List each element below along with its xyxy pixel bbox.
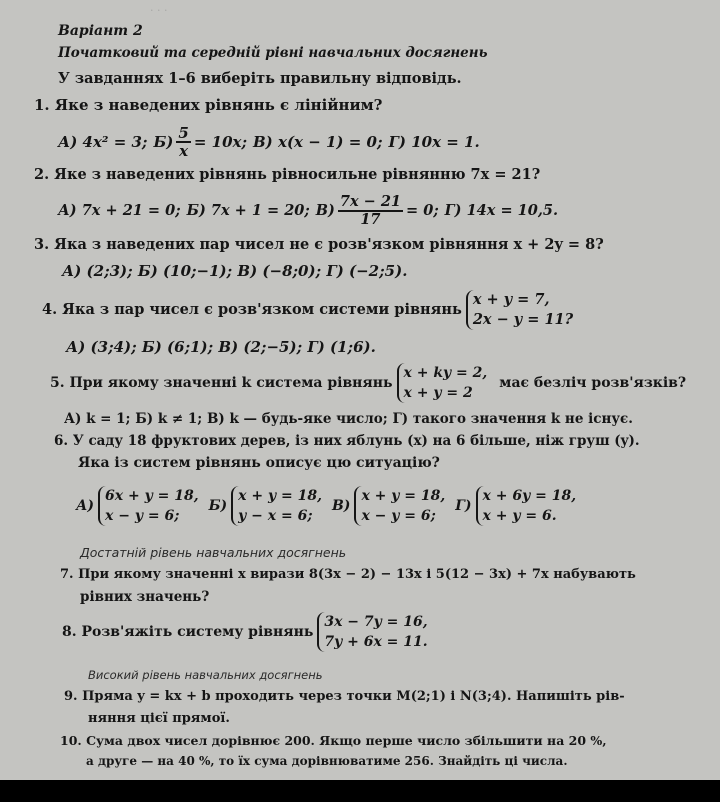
q8-equation-2: 7y + 6x = 11.: [324, 634, 428, 650]
question-5-text: 5. При якому значенні k система рівнянь: [50, 375, 393, 391]
q6-option-b-label: Б): [208, 498, 228, 514]
question-4: [42, 286, 577, 334]
q2-option-b: Б) 7x + 1 = 20;: [186, 202, 310, 219]
question-6: 6. У саду 18 фруктових дерев, із них яблунь (x) на 6 більше, ніж груш (y).: [54, 433, 640, 449]
q4-system: [466, 290, 573, 330]
q2-option-c-tail: = 0;: [406, 202, 439, 219]
q1-option-c: В) x(x − 1) = 0;: [253, 133, 383, 151]
question-5-options: А) k = 1; Б) k ≠ 1; В) k — будь-яке число; Г) такого значення k не існує.: [64, 411, 633, 427]
question-4-text: 4. Яка з пар чисел є розв'язком системи рівнянь: [42, 301, 462, 318]
variant-title: Варіант 2: [58, 23, 143, 39]
q6-option-b-system: [231, 486, 322, 526]
question-2-options: [58, 188, 564, 234]
question-3-options: А) (2;3); Б) (10;−1); В) (−8;0); Г) (−2;5).: [62, 262, 408, 280]
q2-option-d: Г) 14x = 10,5.: [444, 202, 559, 219]
q1-option-b-label: Б): [153, 133, 174, 151]
q6-option-d-eq-2: x + y = 6.: [482, 508, 557, 524]
q4-equation-1: x + y = 7,: [472, 291, 550, 308]
question-8-text: 8. Розв'яжіть систему рівнянь: [62, 624, 314, 640]
question-6-line-2: Яка із систем рівнянь описує цю ситуацію?: [78, 455, 440, 471]
question-3: 3. Яка з наведених пар чисел не є розв'язком рівняння x + 2y = 8?: [34, 236, 604, 253]
q8-system: [317, 612, 427, 652]
q8-equation-1: 3x − 7y = 16,: [324, 614, 428, 630]
q6-option-c: [332, 486, 449, 526]
photo-dark-border: [0, 780, 720, 802]
q2-option-a: А) 7x + 21 = 0;: [58, 202, 181, 219]
level-heading-initial: Початковий та середній рівні навчальних досягнень: [58, 45, 488, 61]
question-5: [50, 360, 686, 406]
question-1-options: [58, 120, 486, 164]
question-10-line-2: а друге — на 40 %, то їх сума дорівнюватиме 256. Знайдіть ці числа.: [86, 754, 568, 768]
q2-fraction-denominator: 17: [360, 211, 381, 228]
q6-option-c-eq-1: x + y = 18,: [361, 488, 446, 504]
q6-option-a-system: [98, 486, 199, 526]
instruction-text: У завданнях 1–6 виберіть правильну відповідь.: [58, 70, 462, 87]
q6-option-d: [455, 486, 580, 526]
q2-fraction-numerator: 7x − 21: [339, 193, 402, 210]
bleed-through-text: · · ·: [150, 4, 168, 17]
question-9-line-2: няння цієї прямої.: [88, 711, 230, 726]
q6-option-b: [209, 486, 326, 526]
q1-option-a: А) 4x² = 3;: [58, 133, 148, 151]
question-6-options: [76, 478, 586, 534]
q6-option-d-eq-1: x + 6y = 18,: [482, 488, 577, 504]
q1-fraction-denominator: x: [179, 142, 189, 160]
question-9: 9. Пряма y = kx + b проходить через точки M(2;1) і N(3;4). Напишіть рів-: [64, 689, 625, 704]
question-8: [62, 608, 432, 656]
question-1: 1. Яке з наведених рівнянь є лінійним?: [34, 96, 383, 114]
question-10: 10. Сума двох чисел дорівнює 200. Якщо перше число збільшити на 20 %,: [60, 733, 607, 748]
q2-option-c-label: В): [315, 202, 335, 219]
question-4-options: А) (3;4); Б) (6;1); В) (2;−5); Г) (1;6).: [66, 338, 376, 356]
q5-equation-2: x + y = 2: [403, 385, 473, 401]
q6-option-c-eq-2: x − y = 6;: [361, 508, 436, 524]
q2-option-c: [316, 194, 439, 228]
q6-option-a-eq-1: 6x + y = 18,: [105, 488, 199, 504]
q6-option-a-label: А): [76, 498, 95, 514]
q6-option-c-system: [354, 486, 445, 526]
q6-option-d-system: [476, 486, 577, 526]
q1-fraction-numerator: 5: [178, 124, 189, 142]
level-heading-high: Високий рівень навчальних досягнень: [88, 668, 323, 682]
question-5-tail: має безліч розв'язків?: [499, 375, 687, 391]
q6-option-a-eq-2: x − y = 6;: [105, 508, 180, 524]
q6-option-a: [76, 486, 203, 526]
q2-fraction: [338, 194, 403, 228]
q6-option-b-eq-1: x + y = 18,: [238, 488, 322, 504]
q1-fraction: [176, 125, 190, 159]
q1-option-d: Г) 10x = 1.: [388, 133, 480, 151]
q6-option-b-eq-2: y − x = 6;: [238, 508, 313, 524]
q4-equation-2: 2x − y = 11?: [472, 311, 574, 328]
q6-option-d-label: Г): [455, 498, 472, 514]
question-7-line-2: рівних значень?: [80, 589, 210, 605]
q5-equation-1: x + ky = 2,: [403, 365, 488, 381]
q5-system: [397, 363, 488, 403]
level-heading-sufficient: Достатній рівень навчальних досягнень: [80, 545, 347, 560]
q6-option-c-label: В): [331, 498, 351, 514]
q1-option-b: [153, 125, 247, 159]
q1-option-b-tail: = 10x;: [193, 133, 247, 151]
question-7: 7. При якому значенні x вирази 8(3x − 2) − 13x і 5(12 − 3x) + 7x набувають: [60, 567, 636, 582]
question-2: 2. Яке з наведених рівнянь рівносильне рівнянню 7x = 21?: [34, 166, 541, 183]
